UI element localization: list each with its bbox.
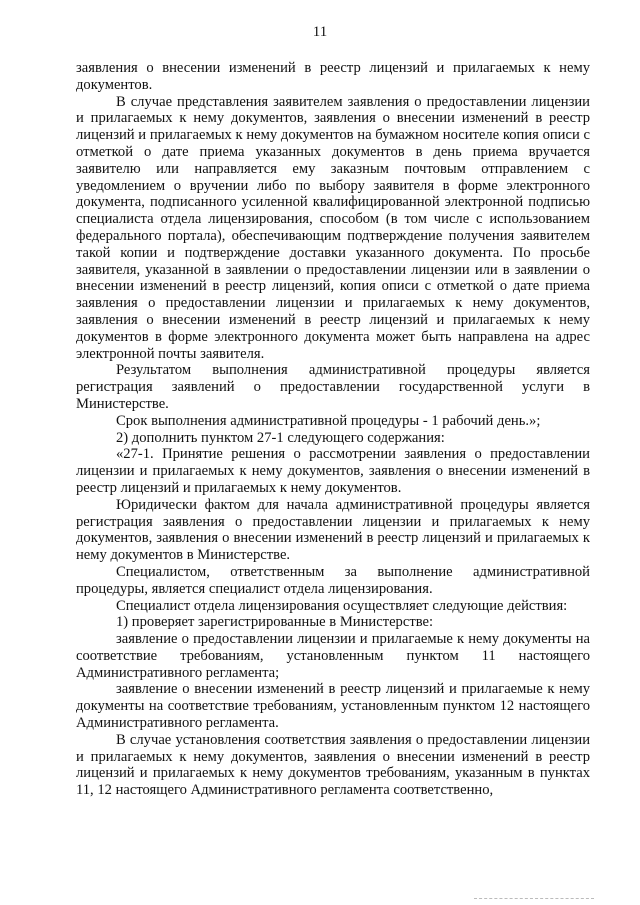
paragraph-legal-fact: Юридически фактом для начала административной процедуры является регистрация заявления о предоставлении лицензии и прилагаемых к нему документов, заявления о внесении изменений в реестр лицензий и прилагаемых к нему документов в Министерстве. <box>76 496 590 564</box>
document-body <box>76 60 590 799</box>
paragraph-copy-of-inventory: В случае представления заявителем заявления о предоставлении лицензии и прилагаемых к нему документов, заявления о внесении изменений в реестр лицензий и прилагаемых к нему документов на бумажном носителе копия описи с отметкой о дате приема указанных документов в день приема вручается заявителю или направляется ему заказным почтовым отправлением с уведомлением о вручении либо по выбору заявителя в форме электронного документа, подписанного усиленной квалифицированной электронной подписью специалиста отдела лицензирования, способом (в том числе с использованием федерального портала), обеспечивающим подтверждение получения заявителем такой копии и подтверждение доставки указанного документа. По просьбе заявителя, указанной в заявлении о предоставлении лицензии или в заявлении о внесении изменений в реестр лицензий, копия описи с отметкой о дате приема заявления о предоставлении лицензии и прилагаемых к нему документов, заявления о внесении изменений в реестр лицензий и прилагаемых к нему документов в форме электронного документа может быть направлена на адрес электронной почты заявителя. <box>76 93 590 362</box>
paragraph-item-1: 1) проверяет зарегистрированные в Министерстве: <box>116 614 434 631</box>
page-number: 11 <box>312 24 328 40</box>
paragraph-continuation: заявления о внесении изменений в реестр лицензий и прилагаемых к нему документов. <box>76 60 590 93</box>
footer-divider <box>474 898 594 899</box>
paragraph-result: Результатом выполнения административной процедуры является регистрация заявлений о предоставлении государственной услуги в Министерстве. <box>76 362 590 412</box>
paragraph-compliance-case: В случае установления соответствия заявления о предоставлении лицензии и прилагаемых к нему документов, заявления о внесении изменений в реестр лицензий и прилагаемых к нему документов требованиям, указанным в пунктах 11, 12 настоящего Административного регламента соответственно, <box>76 731 590 799</box>
paragraph-registry-change-check: заявление о внесении изменений в реестр лицензий и прилагаемые к нему документы на соответствие требованиям, установленным пунктом 12 настоящего Административного регламента. <box>76 681 590 732</box>
paragraph-license-application-check: заявление о предоставлении лицензии и прилагаемые к нему документы на соответствие требованиям, установленным пунктом 11 настоящего Административного регламента; <box>76 631 590 681</box>
paragraph-section-27-1-heading: «27-1. Принятие решения о рассмотрении заявления о предоставлении лицензии и прилагаемых к нему документов, заявления о внесении изменений в реестр лицензий и прилагаемых к нему документов. <box>76 446 590 496</box>
paragraph-actions-intro: Специалист отдела лицензирования осуществляет следующие действия: <box>116 597 568 614</box>
paragraph-deadline: Срок выполнения административной процедуры - 1 рабочий день.»; <box>116 412 541 429</box>
paragraph-responsible-specialist: Специалистом, ответственным за выполнение административной процедуры, является специалист отдела лицензирования. <box>76 563 590 597</box>
paragraph-amendment-point: 2) дополнить пунктом 27-1 следующего содержания: <box>116 429 445 446</box>
